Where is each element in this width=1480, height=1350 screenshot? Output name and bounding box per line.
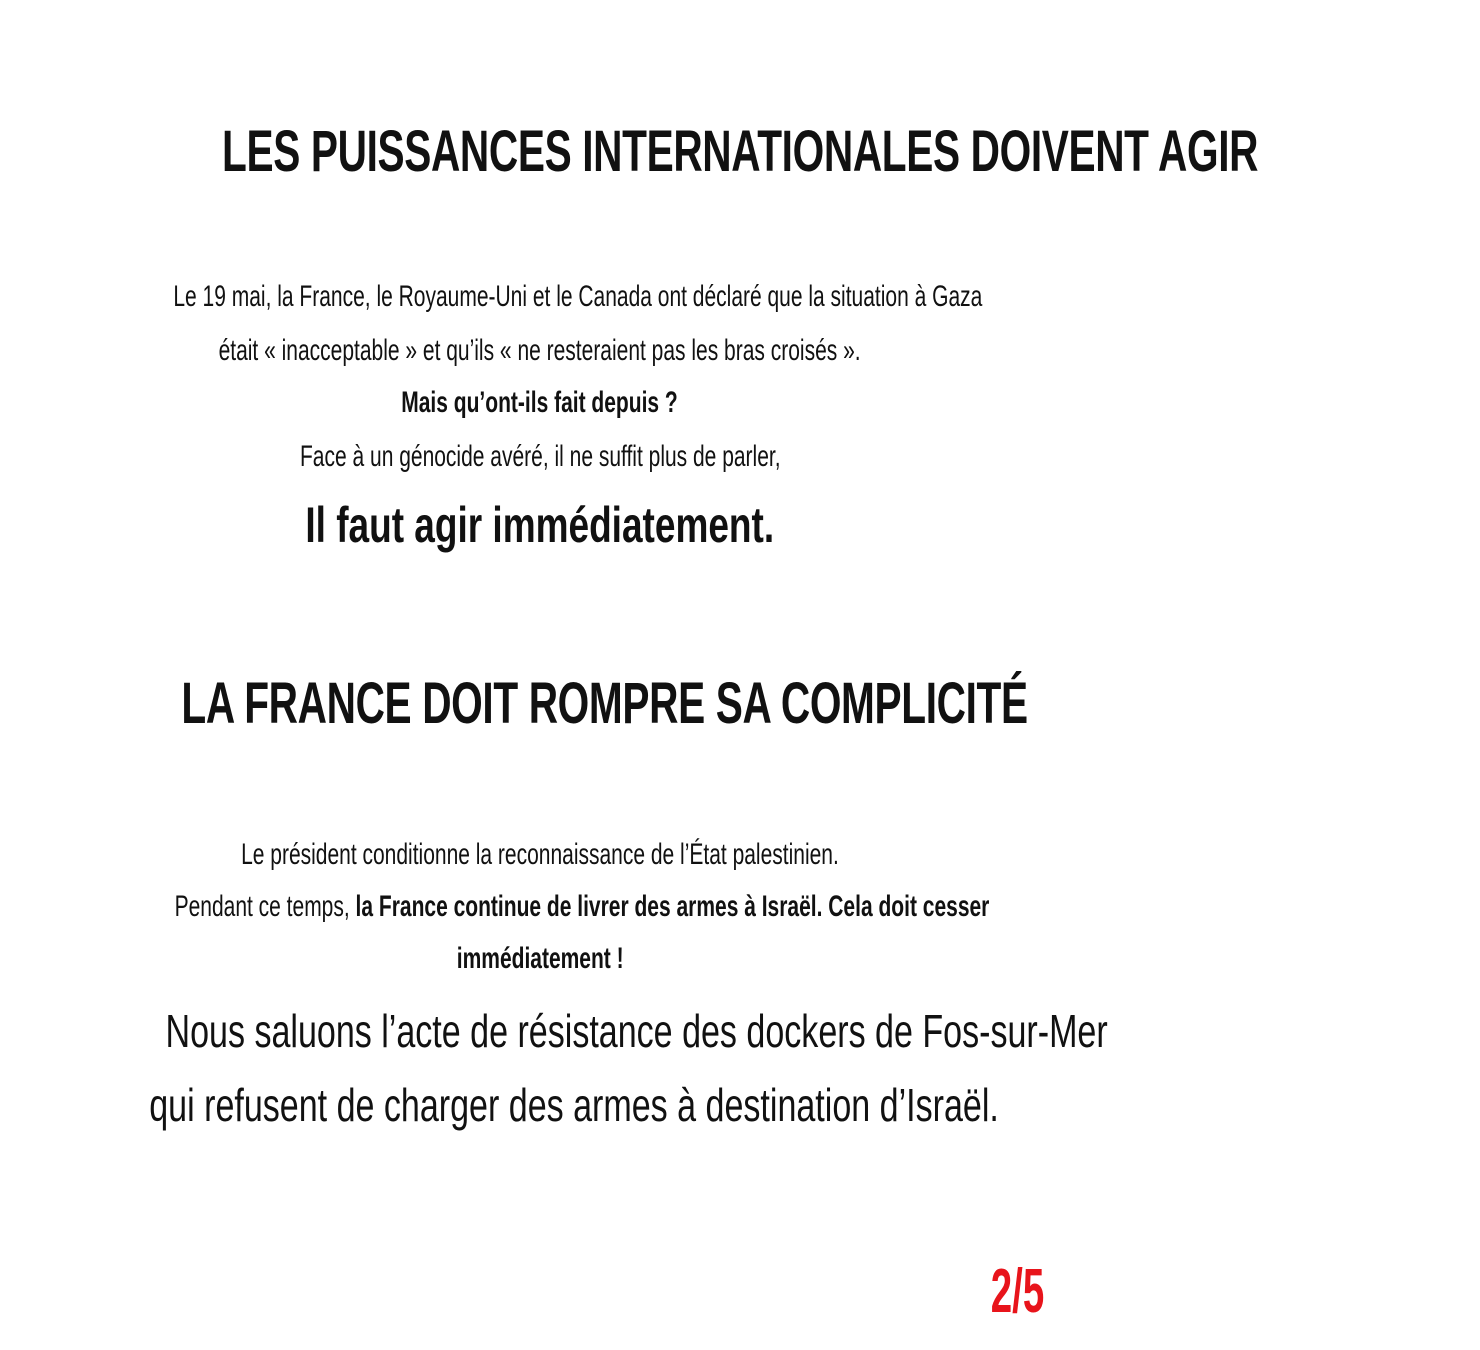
section2-paragraph-line3: immédiatement ! (456, 942, 624, 975)
section1-call-to-action: Il faut agir immédiatement. (305, 497, 775, 553)
section2-paragraph-line2: Pendant ce temps, la France continue de livrer des armes à Israël. Cela doit cesser (174, 890, 990, 923)
section1-paragraph-line4: Face à un génocide avéré, il ne suffit plus de parler, (299, 440, 781, 473)
section2-statement-line1: Nous saluons l’acte de résistance des dockers de Fos-sur-Mer (165, 1005, 1108, 1057)
section2-paragraph-line1: Le président conditionne la reconnaissance de l’État palestinien. (241, 838, 839, 871)
section1-heading: LES PUISSANCES INTERNATIONALES DOIVENT AGIR (222, 119, 1259, 184)
section1-question: Mais qu’ont-ils fait depuis ? (401, 386, 679, 419)
section2-statement-line2: qui refusent de charger des armes à destination d’Israël. (149, 1079, 999, 1131)
page-indicator: 2/5 (990, 1257, 1044, 1326)
section2-heading: LA FRANCE DOIT ROMPRE SA COMPLICITÉ (181, 671, 1028, 736)
section1-paragraph-line2: était « inacceptable » et qu’ils « ne resteraient pas les bras croisés ». (218, 334, 862, 367)
section1-paragraph-line1: Le 19 mai, la France, le Royaume-Uni et le Canada ont déclaré que la situation à Gaza (173, 280, 983, 313)
